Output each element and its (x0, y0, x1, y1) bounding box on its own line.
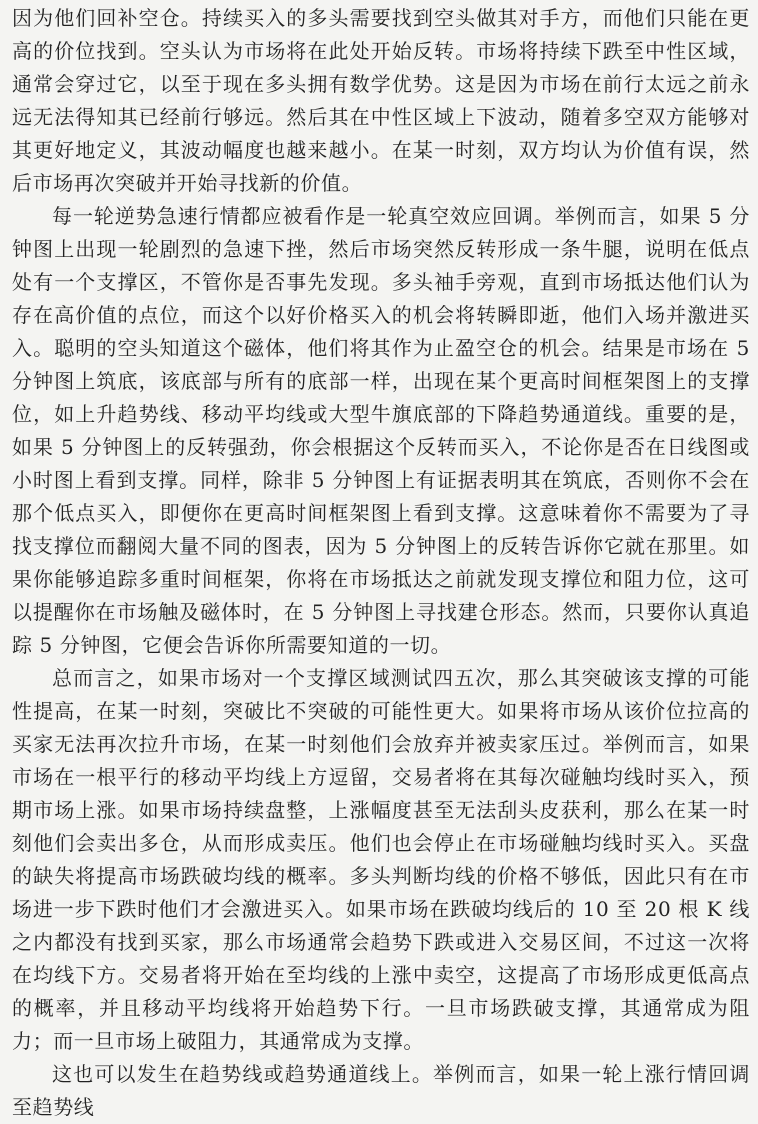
paragraph-3: 总而言之，如果市场对一个支撑区域测试四五次，那么其突破该支撑的可能性提高，在某一时刻，突破比不突破的可能性更大。如果将市场从该价位拉高的买家无法再次拉升市场，在某一时刻他们会放弃并被卖家压过。举例而言，如果市场在一根平行的移动平均线上方逗留，交易者将在其每次碰触均线时买入，预期市场上涨。如果市场持续盘整，上涨幅度甚至无法刮头皮获利，那么在某一时刻他们会卖出多仓，从而形成卖压。他们也会停止在市场碰触均线时买入。买盘的缺失将提高市场跌破均线的概率。多头判断均线的价格不够低，因此只有在市场进一步下跌时他们才会激进买入。如果市场在跌破均线后的 10 至 20 根 K 线之内都没有找到买家，那么市场通常会趋势下跌或进入交易区间，不过这一次将在均线下方。交易者将开始在至均线的上涨中卖空，这提高了市场形成更低高点的概率，并且移动平均线将开始趋势下行。一旦市场跌破支撑，其通常成为阻力；而一旦市场上破阻力，其通常成为支撑。 (12, 666, 750, 1053)
paragraph-4: 这也可以发生在趋势线或趋势通道线上。举例而言，如果一轮上涨行情回调至趋势线 (12, 1062, 750, 1119)
paragraph-1: 因为他们回补空仓。持续买入的多头需要找到空头做其对手方，而他们只能在更高的价位找到。空头认为市场将在此处开始反转。市场将持续下跌至中性区域，通常会穿过它，以至于现在多头拥有数学优势。这是因为市场在前行太远之前永远无法得知其已经前行够远。然后其在中性区域上下波动，随着多空双方能够对其更好地定义，其波动幅度也越来越小。在某一时刻，双方均认为价值有误，然后市场再次突破并开始寻找新的价值。 (12, 6, 750, 195)
paragraph-2: 每一轮逆势急速行情都应被看作是一轮真空效应回调。举例而言，如果 5 分钟图上出现一轮剧烈的急速下挫，然后市场突然反转形成一条牛腿，说明在低点处有一个支撑区，不管你是否事先发现。多头袖手旁观，直到市场抵达他们认为存在高价值的点位，而这个以好价格买入的机会将转瞬即逝，他们入场并激进买入。聪明的空头知道这个磁体，他们将其作为止盈空仓的机会。结果是市场在 5 分钟图上筑底，该底部与所有的底部一样，出现在某个更高时间框架图上的支撑位，如上升趋势线、移动平均线或大型牛旗底部的下降趋势通道线。重要的是，如果 5 分钟图上的反转强劲，你会根据这个反转而买入，不论你是否在日线图或小时图上看到支撑。同样，除非 5 分钟图上有证据表明其在筑底，否则你不会在那个低点买入，即便你在更高时间框架图上看到支撑。这意味着你不需要为了寻找支撑位而翻阅大量不同的图表，因为 5 分钟图上的反转告诉你它就在那里。如果你能够追踪多重时间框架，你将在市场抵达之前就发现支撑位和阻力位，这可以提醒你在市场触及磁体时，在 5 分钟图上寻找建仓形态。然而，只要你认真追踪 5 分钟图，它便会告诉你所需要知道的一切。 (12, 204, 750, 657)
